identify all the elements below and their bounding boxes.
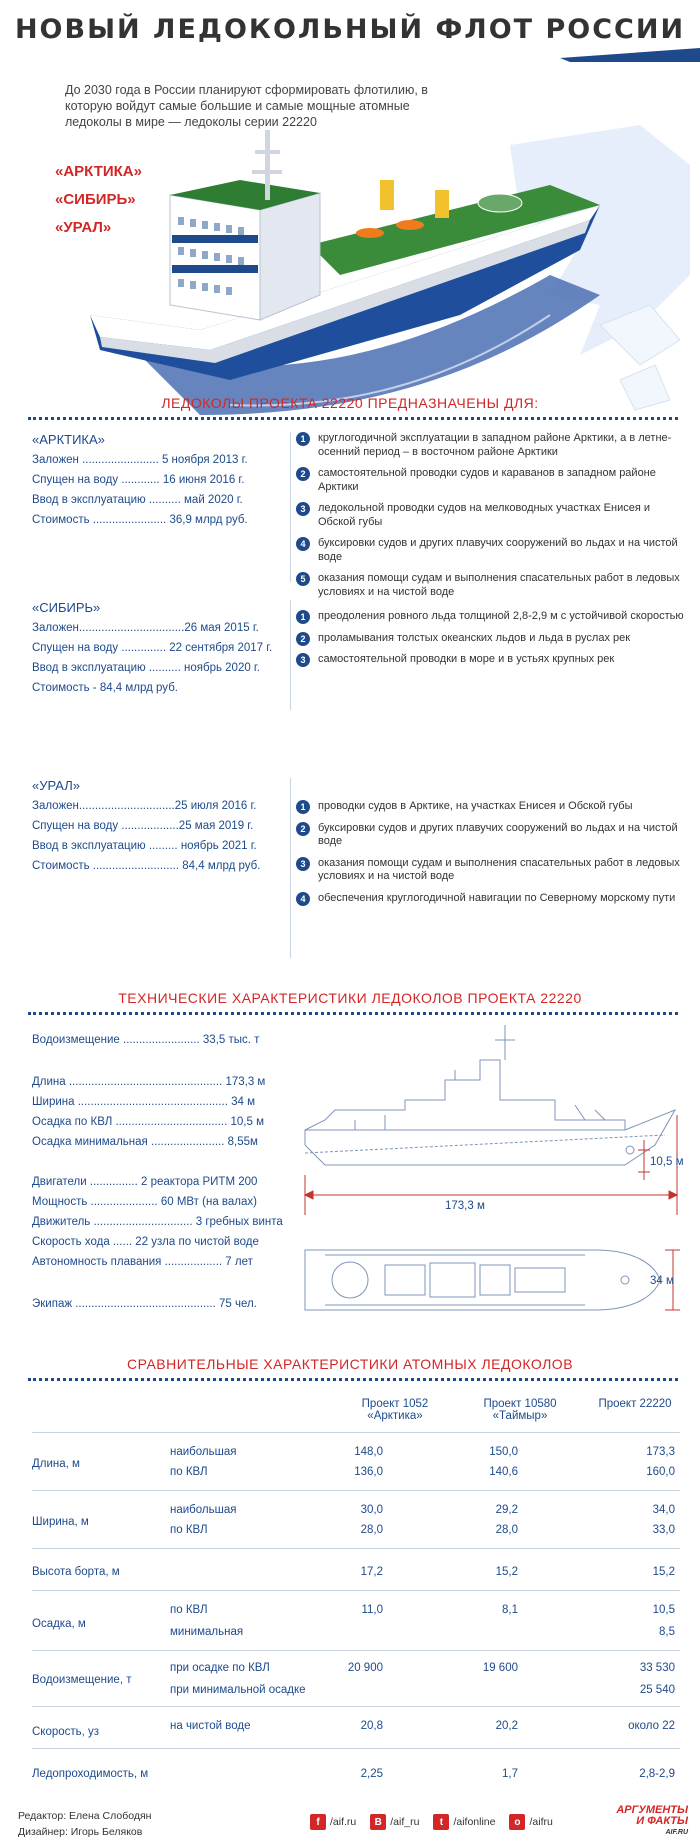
sub-label: по КВЛ xyxy=(170,1466,208,1478)
row-divider xyxy=(32,1432,680,1433)
param-label: Скорость, уз xyxy=(32,1726,100,1738)
purpose-item: 2 самостоятельной проводки судов и караванов в западном районе Арктики xyxy=(296,467,686,494)
cell: 34,0 xyxy=(652,1504,675,1516)
spec-row: Скорость хода ...... 22 узла по чистой воде xyxy=(32,1236,259,1248)
ship-arktika-title: «АРКТИКА» xyxy=(32,432,105,447)
sub-label: по КВЛ xyxy=(170,1604,208,1616)
sub-label: при минимальной осадке xyxy=(170,1684,306,1696)
spec-row: Двигатели ............... 2 реактора РИТМ 200 xyxy=(32,1176,258,1188)
number-badge: 3 xyxy=(296,653,310,667)
fact-row: Стоимость - 84,4 млрд руб. xyxy=(32,682,178,694)
divider xyxy=(28,1378,678,1381)
social-link-twitter[interactable]: t /aifonline xyxy=(433,1814,495,1830)
cell: 30,0 xyxy=(360,1504,383,1516)
side-profile-drawing xyxy=(295,1025,690,1230)
fact-row: Стоимость ....................... 36,9 млрд руб. xyxy=(32,514,248,526)
sub-label: наибольшая xyxy=(170,1446,237,1458)
fact-row: Стоимость ........................... 84,4 млрд руб. xyxy=(32,860,261,872)
purpose-list-sibir xyxy=(296,610,686,675)
purpose-item: 1 преодоления ровного льда толщиной 2,8-2,9 м с устойчивой скоростью xyxy=(296,610,686,624)
cell: 19 600 xyxy=(482,1662,518,1674)
social-link-vk[interactable]: B /aif_ru xyxy=(370,1814,419,1830)
cell: 20 900 xyxy=(347,1662,383,1674)
cell: 8,1 xyxy=(502,1604,518,1616)
cell: 15,2 xyxy=(652,1566,675,1578)
row-divider xyxy=(32,1706,680,1707)
fact-row: Ввод в эксплуатацию .......... май 2020 г. xyxy=(32,494,243,506)
cell: 150,0 xyxy=(489,1446,518,1458)
length-label: 173,3 м xyxy=(445,1200,485,1212)
purpose-list-ural xyxy=(296,800,686,913)
fact-row: Ввод в эксплуатацию ......... ноябрь 2021 г. xyxy=(32,840,257,852)
title-ribbon xyxy=(560,48,700,62)
cell: 148,0 xyxy=(354,1446,383,1458)
fact-row: Спущен на воду .............. 22 сентября 2017 г. xyxy=(32,642,273,654)
editor-credit: Редактор: Елена Слободян xyxy=(18,1810,152,1822)
number-badge: 5 xyxy=(296,572,310,586)
number-badge: 4 xyxy=(296,537,310,551)
social-link-ok[interactable]: o /aifru xyxy=(509,1814,552,1830)
width-label: 34 м xyxy=(650,1275,674,1287)
fact-row: Заложен ........................ 5 ноября 2013 г. xyxy=(32,454,248,466)
name-ural: «УРАЛ» xyxy=(55,219,112,236)
social-links xyxy=(310,1814,553,1830)
column-divider xyxy=(290,600,291,710)
purpose-item: 4 буксировки судов и других плавучих сооружений во льдах и на чистой воде xyxy=(296,537,686,564)
draft-label: 10,5 м xyxy=(650,1156,684,1168)
divider xyxy=(28,417,678,420)
fact-row: Ввод в эксплуатацию .......... ноябрь 2020 г. xyxy=(32,662,260,674)
name-arktika: «АРКТИКА» xyxy=(55,163,142,180)
social-link-facebook[interactable]: f /aif.ru xyxy=(310,1814,356,1830)
cell: 20,8 xyxy=(360,1720,383,1732)
sub-label: при осадке по КВЛ xyxy=(170,1662,270,1674)
cell: 28,0 xyxy=(495,1524,518,1536)
spec-row: Осадка по КВЛ ................................... 10,5 м xyxy=(32,1116,264,1128)
spec-row: Осадка минимальная ....................... 8,55м xyxy=(32,1136,258,1148)
spec-row: Мощность ..................... 60 МВт (на валах) xyxy=(32,1196,257,1208)
cell: около 22 xyxy=(628,1720,675,1732)
fact-row: Заложен..............................25 июля 2016 г. xyxy=(32,800,257,812)
compare-heading: СРАВНИТЕЛЬНЫЕ ХАРАКТЕРИСТИКИ АТОМНЫХ ЛЕДОКОЛОВ xyxy=(126,1356,574,1372)
param-label: Водоизмещение, т xyxy=(32,1674,132,1686)
odnoklassniki-icon: o xyxy=(509,1814,525,1830)
cell: 28,0 xyxy=(360,1524,383,1536)
param-label: Ледопроходимость, м xyxy=(32,1768,149,1780)
sub-label: минимальная xyxy=(170,1626,244,1638)
ship-sibir-title: «СИБИРЬ» xyxy=(32,600,101,615)
column-divider xyxy=(290,778,291,958)
purpose-item: 2 проламывания толстых океанских льдов и льда в руслах рек xyxy=(296,632,686,646)
param-label: Ширина, м xyxy=(32,1516,89,1528)
page-title: НОВЫЙ ЛЕДОКОЛЬНЫЙ ФЛОТ РОССИИ xyxy=(14,14,686,45)
cell: 140,6 xyxy=(489,1466,518,1478)
spec-row: Водоизмещение ........................ 33,5 тыс. т xyxy=(32,1034,260,1046)
number-badge: 1 xyxy=(296,432,310,446)
column-header: Проект 10580 «Таймыр» xyxy=(483,1398,557,1422)
sub-label: на чистой воде xyxy=(170,1720,251,1732)
column-divider xyxy=(290,432,291,582)
cell: 160,0 xyxy=(646,1466,675,1478)
cell: 25 540 xyxy=(639,1684,675,1696)
intro-text: До 2030 года в России планируют сформировать флотилию, в которую войдут самые большие и самые мощные атомные ледоколы в мире — ледоколы серии 22220 xyxy=(65,83,428,129)
number-badge: 3 xyxy=(296,502,310,516)
designer-credit: Дизайнер: Игорь Беляков xyxy=(18,1826,143,1838)
vk-icon: B xyxy=(370,1814,386,1830)
purpose-item: 3 оказания помощи судам и выполнения спасательных работ в ледовых условиях и на чистой воде xyxy=(296,857,686,884)
number-badge: 4 xyxy=(296,892,310,906)
param-label: Осадка, м xyxy=(32,1618,86,1630)
cell: 33 530 xyxy=(639,1662,675,1674)
purpose-item: 3 самостоятельной проводки в море и в устьях крупных рек xyxy=(296,653,686,667)
number-badge: 3 xyxy=(296,857,310,871)
fact-row: Спущен на воду ............ 16 июня 2016 г. xyxy=(32,474,245,486)
cell: 11,0 xyxy=(361,1604,383,1616)
purpose-heading: ЛЕДОКОЛЫ ПРОЕКТА 22220 ПРЕДНАЗНАЧЕНЫ ДЛЯ: xyxy=(161,395,539,411)
cell: 136,0 xyxy=(354,1466,383,1478)
purpose-item: 5 оказания помощи судам и выполнения спасательных работ в ледовых условиях и на чистой воде xyxy=(296,572,686,599)
spec-row: Длина ................................................ 173,3 м xyxy=(32,1076,266,1088)
cell: 33,0 xyxy=(652,1524,675,1536)
purpose-item: 1 круглогодичной эксплуатации в западном районе Арктики, а в летне-осенний период – в восточном районе Арктики xyxy=(296,432,686,459)
facebook-icon: f xyxy=(310,1814,326,1830)
number-badge: 2 xyxy=(296,822,310,836)
cell: 1,7 xyxy=(502,1768,518,1780)
cell: 2,25 xyxy=(360,1768,383,1780)
cell: 17,2 xyxy=(360,1566,383,1578)
row-divider xyxy=(32,1548,680,1549)
purpose-item: 4 обеспечения круглогодичной навигации по Северному морскому пути xyxy=(296,892,686,906)
tech-heading: ТЕХНИЧЕСКИЕ ХАРАКТЕРИСТИКИ ЛЕДОКОЛОВ ПРОЕКТА 22220 xyxy=(118,990,582,1006)
number-badge: 2 xyxy=(296,632,310,646)
sub-label: по КВЛ xyxy=(170,1524,208,1536)
param-label: Длина, м xyxy=(32,1458,80,1470)
cell: 173,3 xyxy=(646,1446,675,1458)
number-badge: 2 xyxy=(296,467,310,481)
cell: 20,2 xyxy=(495,1720,518,1732)
spec-row: Ширина ............................................... 34 м xyxy=(32,1096,256,1108)
fact-row: Спущен на воду ..................25 мая 2019 г. xyxy=(32,820,254,832)
cell: 8,5 xyxy=(659,1626,675,1638)
cell: 15,2 xyxy=(495,1566,518,1578)
cell: 2,8-2,9 xyxy=(639,1768,675,1780)
row-divider xyxy=(32,1490,680,1491)
divider xyxy=(28,1012,678,1015)
spec-row: Движитель ............................... 3 гребных винта xyxy=(32,1216,283,1228)
spec-row: Автономность плавания .................. 7 лет xyxy=(32,1256,253,1268)
purpose-item: 1 проводки судов в Арктике, на участках Енисея и Обской губы xyxy=(296,800,686,814)
draft-marker xyxy=(638,1140,650,1180)
spec-row: Экипаж ............................................ 75 чел. xyxy=(32,1298,257,1310)
cell: 29,2 xyxy=(495,1504,518,1516)
number-badge: 1 xyxy=(296,800,310,814)
column-header: Проект 1052 «Арктика» xyxy=(361,1398,429,1422)
aif-logo[interactable]: АРГУМЕНТЫ И ФАКТЫ AIF.RU xyxy=(616,1804,688,1836)
sub-label: наибольшая xyxy=(170,1504,237,1516)
fact-row: Заложен.................................26 мая 2015 г. xyxy=(32,622,259,634)
purpose-item: 3 ледокольной проводки судов на мелководных участках Енисея и Обской губы xyxy=(296,502,686,529)
name-sibir: «СИБИРЬ» xyxy=(55,191,136,208)
number-badge: 1 xyxy=(296,610,310,624)
ship-ural-title: «УРАЛ» xyxy=(32,778,81,793)
purpose-list-arktika xyxy=(296,432,686,607)
top-view-drawing xyxy=(295,1235,690,1325)
row-divider xyxy=(32,1748,680,1749)
icebreaker-illustration xyxy=(80,125,690,425)
twitter-icon: t xyxy=(433,1814,449,1830)
cell: 10,5 xyxy=(652,1604,675,1616)
purpose-item: 2 буксировки судов и других плавучих сооружений во льдах и на чистой воде xyxy=(296,822,686,849)
param-label: Высота борта, м xyxy=(32,1566,120,1578)
row-divider xyxy=(32,1650,680,1651)
row-divider xyxy=(32,1590,680,1591)
column-header: Проект 22220 xyxy=(598,1398,672,1410)
